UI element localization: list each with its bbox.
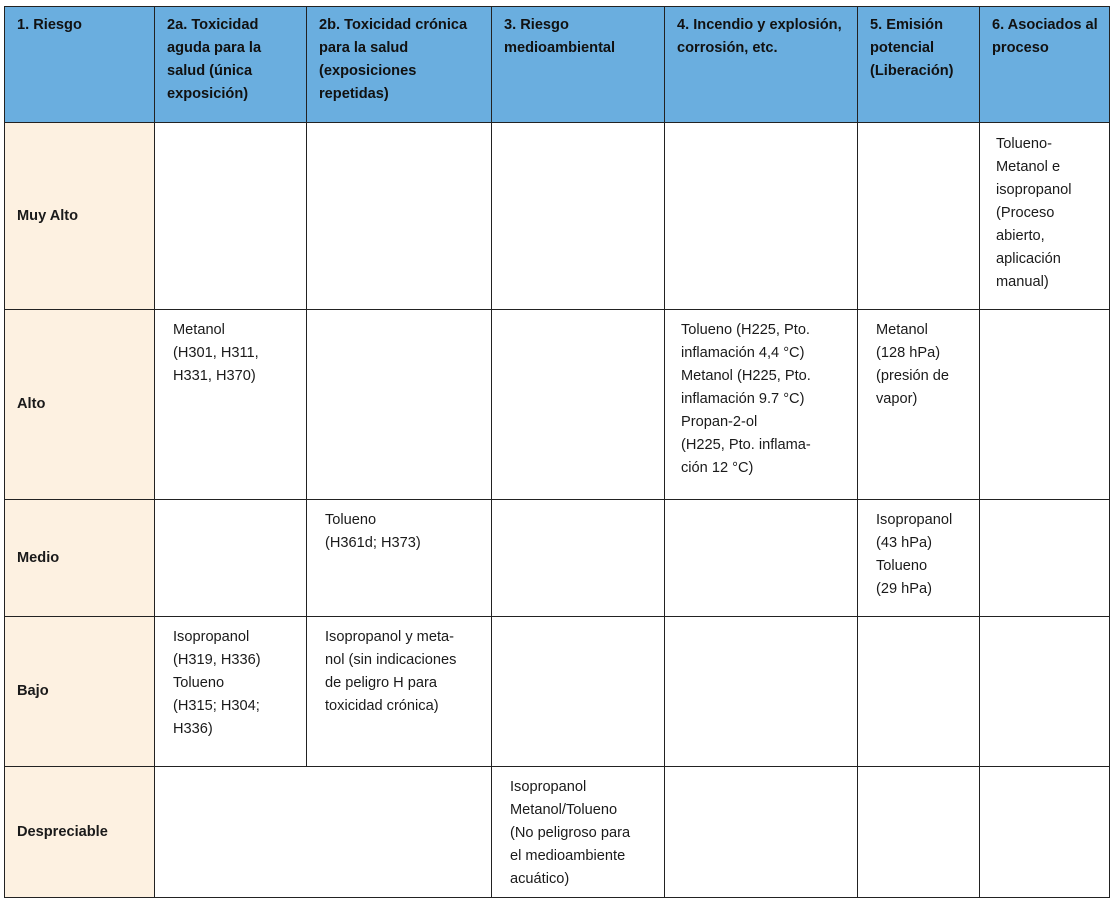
- cell-despreciable-proceso: [980, 767, 1110, 898]
- cell-medio-toxicidad-aguda: [155, 500, 307, 617]
- row-muy-alto: [5, 123, 1110, 310]
- risk-classification-table: [4, 6, 1110, 898]
- row-alto: [5, 310, 1110, 500]
- header-proceso: 6. Asociados al proceso: [980, 7, 1110, 123]
- cell-despreciable-incendio: [665, 767, 858, 898]
- cell-medio-proceso: [980, 500, 1110, 617]
- cell-alto-toxicidad-aguda: Metanol (H301, H311, H331, H370): [155, 310, 307, 500]
- cell-medio-toxicidad-cronica: Tolueno (H361d; H373): [307, 500, 492, 617]
- header-riesgo: 1. Riesgo: [5, 7, 155, 123]
- header-riesgo-medioambiental: 3. Riesgo medioambiental: [492, 7, 665, 123]
- cell-bajo-toxicidad-cronica: Isopropanol y meta- nol (sin indicaciones de peligro H para toxicidad crónica): [307, 617, 492, 767]
- cell-bajo-toxicidad-aguda: Isopropanol (H319, H336) Tolueno (H315; H304; H336): [155, 617, 307, 767]
- row-despreciable: [5, 767, 1110, 898]
- cell-alto-proceso: [980, 310, 1110, 500]
- header-incendio: 4. Incendio y explosión, corrosión, etc.: [665, 7, 858, 123]
- cell-bajo-proceso: [980, 617, 1110, 767]
- row-medio: [5, 500, 1110, 617]
- cell-despreciable-medioambiental: Isopropanol Metanol/Tolueno (No peligroso para el medioambiente acuático): [492, 767, 665, 898]
- cell-muy-alto-medioambiental: [492, 123, 665, 310]
- cell-alto-toxicidad-cronica: [307, 310, 492, 500]
- cell-despreciable-emision: [858, 767, 980, 898]
- cell-muy-alto-proceso: Tolueno- Metanol e isopropanol (Proceso abierto, aplicación manual): [980, 123, 1110, 310]
- cell-muy-alto-emision: [858, 123, 980, 310]
- cell-alto-medioambiental: [492, 310, 665, 500]
- cell-bajo-medioambiental: [492, 617, 665, 767]
- cell-bajo-incendio: [665, 617, 858, 767]
- row-label-bajo: Bajo: [5, 617, 155, 767]
- row-label-alto: Alto: [5, 310, 155, 500]
- cell-alto-emision: Metanol (128 hPa) (presión de vapor): [858, 310, 980, 500]
- cell-muy-alto-toxicidad-cronica: [307, 123, 492, 310]
- row-label-despreciable: Despreciable: [5, 767, 155, 898]
- cell-alto-incendio: Tolueno (H225, Pto. inflamación 4,4 °C) Metanol (H225, Pto. inflamación 9.7 °C) Propan-2-ol (H225, Pto. inflama- ción 12 °C): [665, 310, 858, 500]
- cell-muy-alto-incendio: [665, 123, 858, 310]
- cell-muy-alto-toxicidad-aguda: [155, 123, 307, 310]
- row-label-muy-alto: Muy Alto: [5, 123, 155, 310]
- row-bajo: [5, 617, 1110, 767]
- header-row: [5, 7, 1110, 123]
- header-toxicidad-cronica: 2b. Toxicidad crónica para la salud (exposiciones repetidas): [307, 7, 492, 123]
- row-label-medio: Medio: [5, 500, 155, 617]
- header-toxicidad-aguda: 2a. Toxicidad aguda para la salud (única exposición): [155, 7, 307, 123]
- cell-despreciable-toxicidad: [155, 767, 492, 898]
- cell-medio-incendio: [665, 500, 858, 617]
- header-emision: 5. Emisión potencial (Liberación): [858, 7, 980, 123]
- cell-medio-medioambiental: [492, 500, 665, 617]
- cell-bajo-emision: [858, 617, 980, 767]
- cell-medio-emision: Isopropanol (43 hPa) Tolueno (29 hPa): [858, 500, 980, 617]
